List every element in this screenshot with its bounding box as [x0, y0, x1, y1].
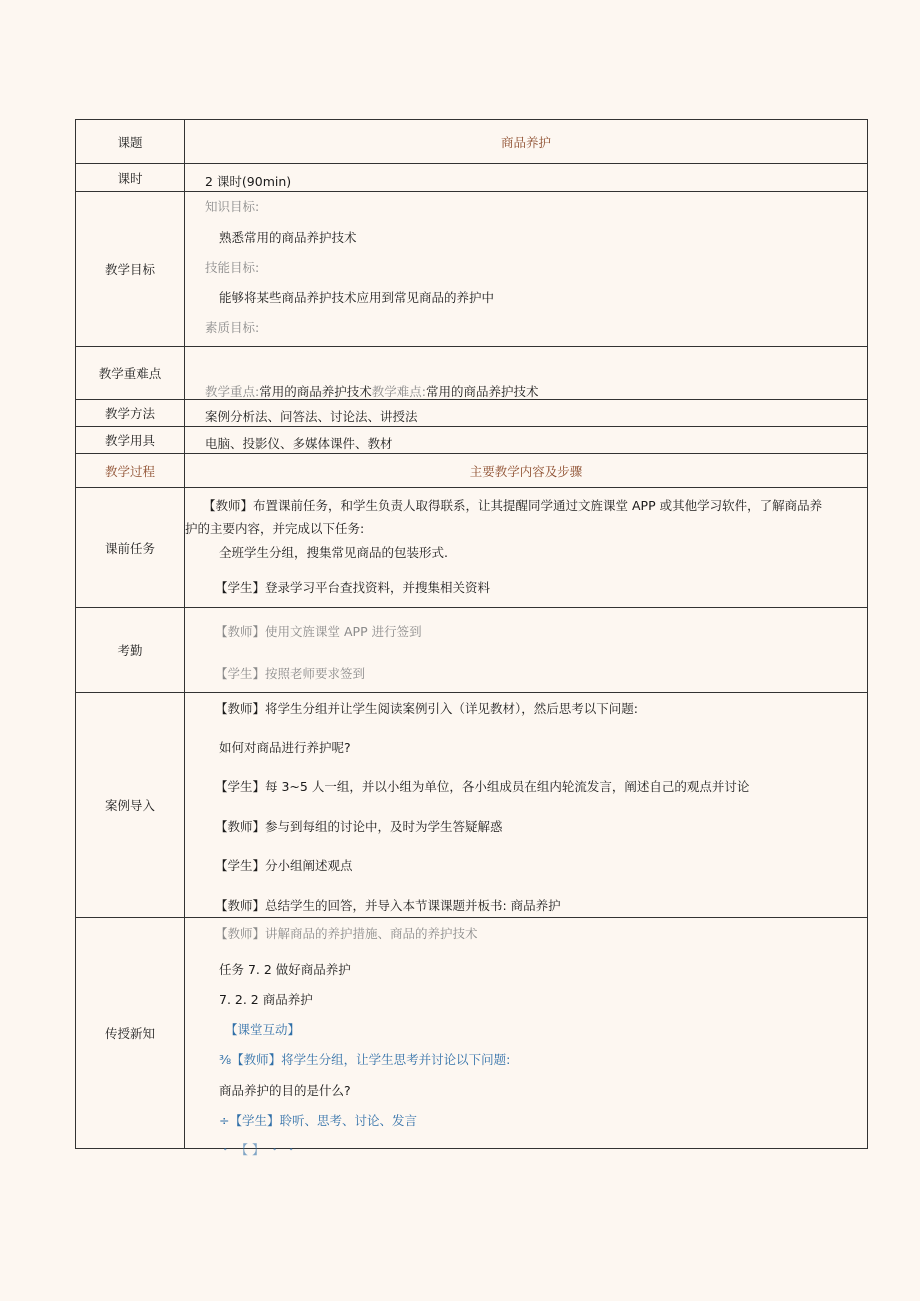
diff-label: 教学难点:: [371, 384, 426, 399]
row-label: 案例导入: [76, 693, 185, 918]
case-line: 【学生】分小组阐述观点: [215, 858, 353, 873]
row-new-knowledge: [76, 918, 868, 1149]
row-label: 教学用具: [76, 427, 185, 454]
diff-value: 常用的商品养护技术: [425, 384, 539, 399]
row-label: 课前任务: [76, 488, 185, 608]
knowledge-line: 【教师】讲解商品的养护措施、商品的养护技术: [215, 926, 478, 941]
row-title: [76, 120, 868, 164]
row-label: 教学重难点: [76, 347, 185, 400]
hours-value: 2 课时(90min): [205, 174, 292, 189]
knowledge-line: ÷【学生】聆听、思考、讨论、发言: [219, 1113, 417, 1128]
pre-task-line: 全班学生分组，搜集常见商品的包装形式.: [219, 545, 448, 560]
pre-task-line: 护的主要内容，并完成以下任务:: [185, 521, 365, 536]
process-heading: 主要教学内容及步骤: [185, 454, 868, 488]
attendance-line: 【教师】使用文旌课堂 APP 进行签到: [215, 624, 422, 639]
row-keypoints: [76, 347, 868, 400]
row-label: 考勤: [76, 608, 185, 693]
row-label: 传授新知: [76, 918, 185, 1149]
case-line: 【教师】总结学生的回答，并导入本节课课题并板书: 商品养护: [215, 898, 561, 913]
knowledge-line: 【课堂互动】: [225, 1022, 301, 1037]
row-pre-task: [76, 488, 868, 608]
skill-goal: 能够将某些商品养护技术应用到常见商品的养护中: [219, 290, 495, 305]
lesson-plan-table: [75, 119, 868, 1157]
knowledge-line: 7. 2. 2 商品养护: [219, 992, 313, 1007]
knowledge-label: 知识目标:: [205, 199, 260, 214]
case-line: 【教师】参与到每组的讨论中，及时为学生答疑解惑: [215, 819, 503, 834]
row-label: 课题: [76, 120, 185, 164]
row-tools: [76, 427, 868, 454]
quality-label: 素质目标:: [205, 320, 260, 335]
row-label: 教学目标: [76, 192, 185, 347]
key-value: 常用的商品养护技术: [259, 384, 372, 399]
row-process-header: [76, 454, 868, 488]
knowledge-goal: 熟悉常用的商品养护技术: [219, 230, 357, 245]
row-case-intro: [76, 693, 868, 918]
row-objectives: [76, 192, 868, 347]
row-attendance: [76, 608, 868, 693]
row-hours: [76, 164, 868, 192]
lesson-title: 商品养护: [185, 120, 868, 164]
row-label: 教学方法: [76, 400, 185, 427]
cutoff-line: ・ 【 】 ・ ・: [219, 1142, 298, 1157]
keypoints-line: [205, 382, 538, 400]
case-line: 【学生】每 3~5 人一组，并以小组为单位，各小组成员在组内轮流发言，阐述自己的观点并讨论: [215, 779, 750, 794]
method-value: 案例分析法、问答法、讨论法、讲授法: [205, 409, 418, 424]
row-method: [76, 400, 868, 427]
case-line: 【教师】将学生分组并让学生阅读案例引入（详见教材），然后思考以下问题:: [215, 701, 638, 716]
row-label: 课时: [76, 164, 185, 192]
pre-task-line: 【学生】登录学习平台查找资料，并搜集相关资料: [215, 580, 491, 595]
tools-value: 电脑、投影仪、多媒体课件、教材: [205, 436, 393, 451]
skill-label: 技能目标:: [205, 260, 260, 275]
knowledge-line: 任务 7. 2 做好商品养护: [219, 962, 351, 977]
process-label: 教学过程: [76, 454, 185, 488]
knowledge-line: ⅜【教师】将学生分组，让学生思考并讨论以下问题:: [219, 1052, 511, 1067]
knowledge-line: 商品养护的目的是什么?: [219, 1083, 351, 1098]
case-line: 如何对商品进行养护呢?: [219, 740, 351, 755]
pre-task-line: 【教师】布置课前任务，和学生负责人取得联系，让其提醒同学通过文旌课堂 APP 或其他学习软件，了解商品养: [203, 498, 823, 513]
key-label: 教学重点:: [205, 384, 260, 399]
attendance-line: 【学生】按照老师要求签到: [215, 666, 366, 681]
